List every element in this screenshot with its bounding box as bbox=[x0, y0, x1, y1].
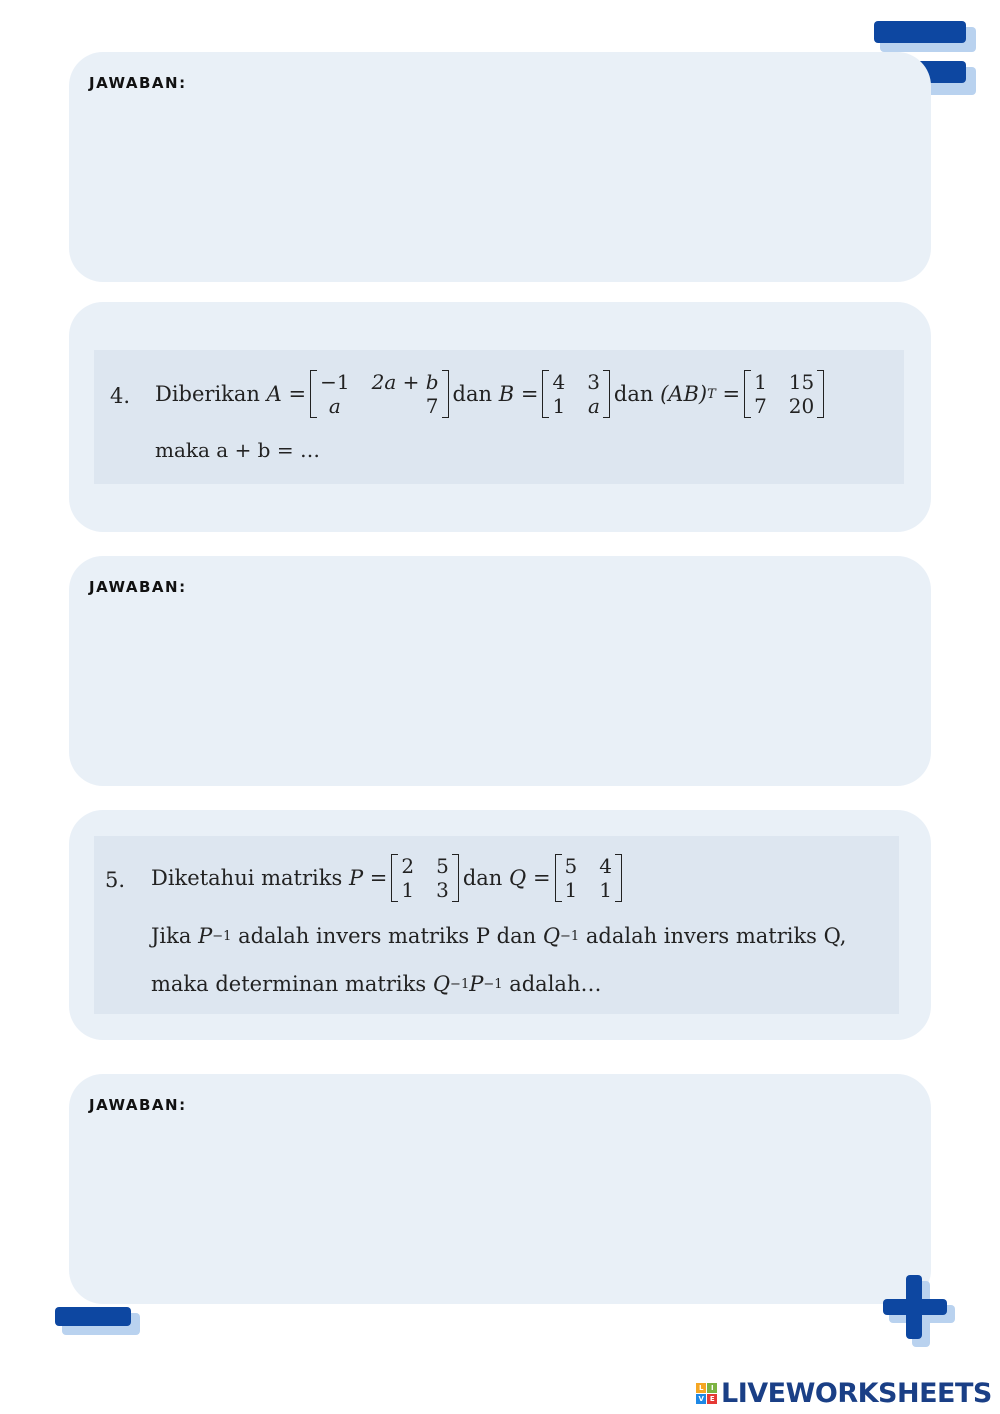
matrix-var-p: P bbox=[348, 866, 364, 890]
matrix-var-b: B bbox=[498, 382, 515, 406]
answer-label: JAWABAN: bbox=[89, 74, 187, 92]
matrix-cell: 5 bbox=[436, 854, 449, 878]
question-text: dan bbox=[462, 866, 503, 890]
matrix-cell: a bbox=[328, 394, 341, 418]
matrix-p bbox=[391, 854, 458, 902]
transpose-sup: T bbox=[707, 386, 716, 402]
question-5-line-3 bbox=[151, 972, 601, 996]
question-panel-4 bbox=[69, 302, 931, 532]
plus-icon bbox=[883, 1299, 947, 1315]
matrix-a bbox=[310, 370, 448, 418]
matrix-cell: 7 bbox=[425, 394, 439, 418]
matrix-cell: 1 bbox=[401, 878, 415, 902]
equals-sign: = bbox=[369, 866, 388, 890]
inverse-sup: −1 bbox=[212, 928, 232, 944]
question-text: Diketahui matriks bbox=[151, 866, 343, 890]
question-number: 4. bbox=[110, 384, 131, 408]
matrix-var-q: Q bbox=[432, 972, 451, 996]
equals-sign: = bbox=[532, 866, 551, 890]
answer-label: JAWABAN: bbox=[89, 578, 187, 596]
matrix-cell: 2 bbox=[401, 854, 415, 878]
question-5-line-1 bbox=[151, 854, 626, 902]
matrix-cell: 7 bbox=[754, 394, 767, 418]
inverse-sup: −1 bbox=[483, 976, 503, 992]
matrix-cell: a bbox=[587, 394, 600, 418]
matrix-var-q: Q bbox=[542, 924, 561, 948]
logo-mark-letter: V bbox=[696, 1394, 706, 1404]
matrix-cell: −1 bbox=[320, 370, 350, 394]
deco-bar bbox=[55, 1307, 131, 1326]
question-text: adalah invers matriks Q, bbox=[585, 924, 847, 948]
inverse-sup: −1 bbox=[560, 928, 580, 944]
question-5-line-2 bbox=[151, 924, 846, 948]
logo-mark-letter: I bbox=[707, 1383, 717, 1393]
matrix-var-a: A bbox=[266, 382, 282, 406]
matrix-cell: 4 bbox=[599, 854, 613, 878]
matrix-q bbox=[555, 854, 622, 902]
question-4-line-1 bbox=[155, 370, 828, 418]
question-text: maka determinan matriks bbox=[151, 972, 427, 996]
matrix-cell: 20 bbox=[788, 394, 815, 418]
answer-panel-3[interactable] bbox=[69, 1074, 931, 1304]
answer-panel-1[interactable] bbox=[69, 52, 931, 282]
question-text: maka a + b = … bbox=[155, 438, 320, 462]
question-box-4 bbox=[94, 350, 904, 484]
question-number: 5. bbox=[105, 868, 126, 892]
equals-sign: = bbox=[288, 382, 307, 406]
matrix-var-p: P bbox=[469, 972, 484, 996]
question-text: Jika bbox=[151, 924, 192, 948]
logo-text: LIVEWORKSHEETS bbox=[721, 1378, 992, 1409]
matrix-cell: 1 bbox=[599, 878, 613, 902]
question-text: adalah invers matriks P dan bbox=[238, 924, 537, 948]
matrix-cell: 5 bbox=[564, 854, 578, 878]
liveworksheets-logo[interactable] bbox=[696, 1378, 992, 1409]
matrix-cell: 4 bbox=[552, 370, 566, 394]
matrix-cell: 1 bbox=[552, 394, 566, 418]
equals-sign: = bbox=[722, 382, 741, 406]
question-text: adalah… bbox=[509, 972, 602, 996]
matrix-var-p: P bbox=[198, 924, 213, 948]
question-text: Diberikan bbox=[155, 382, 260, 406]
question-4-line-2 bbox=[155, 438, 320, 462]
equals-sign: = bbox=[520, 382, 539, 406]
matrix-cell: 3 bbox=[587, 370, 600, 394]
inverse-sup: −1 bbox=[450, 976, 470, 992]
matrix-cell: 15 bbox=[788, 370, 815, 394]
matrix-b bbox=[542, 370, 609, 418]
answer-label: JAWABAN: bbox=[89, 1096, 187, 1114]
logo-mark-icon bbox=[696, 1383, 717, 1404]
answer-panel-2[interactable] bbox=[69, 556, 931, 786]
matrix-abt bbox=[744, 370, 824, 418]
matrix-var-abt: (AB) bbox=[660, 382, 708, 406]
matrix-cell: 1 bbox=[564, 878, 578, 902]
deco-bar bbox=[874, 21, 966, 43]
logo-mark-letter: E bbox=[707, 1394, 717, 1404]
question-text: dan bbox=[452, 382, 493, 406]
matrix-cell: 1 bbox=[754, 370, 767, 394]
question-panel-5 bbox=[69, 810, 931, 1040]
matrix-var-q: Q bbox=[509, 866, 527, 890]
question-text: dan bbox=[613, 382, 654, 406]
logo-mark-letter: L bbox=[696, 1383, 706, 1393]
matrix-cell: 3 bbox=[436, 878, 449, 902]
matrix-cell: 2a + b bbox=[371, 370, 439, 394]
question-box-5 bbox=[94, 836, 899, 1014]
